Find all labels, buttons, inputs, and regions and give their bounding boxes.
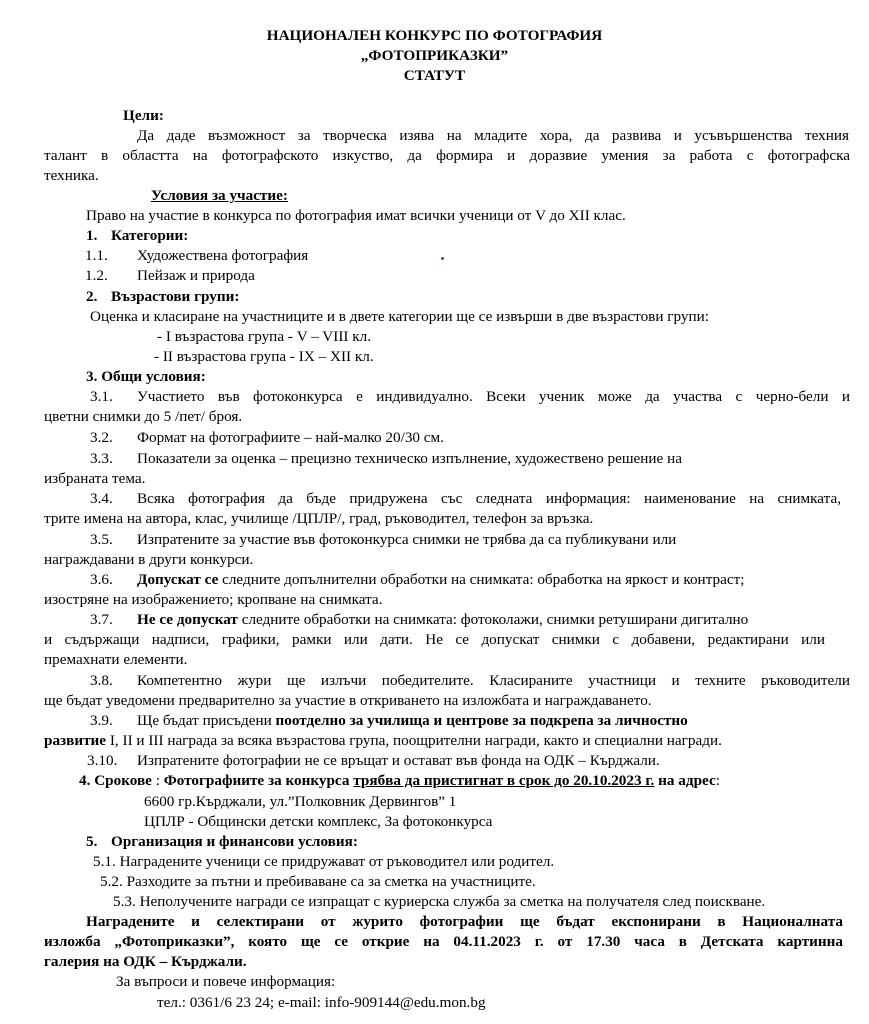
item-3-4-number: 3.4. [90,490,113,507]
section-1-title: Категории: [111,227,189,244]
contacts-line: тел.: 0361/6 23 24; e-mail: info-909144@edu.mon.bg [157,994,486,1011]
section-5-title: Организация и финансови условия: [111,833,358,850]
address-line-2: ЦПЛР - Общински детски комплекс, За фотоконкурса [144,813,493,830]
item-3-1-number: 3.1. [90,388,113,405]
item-3-3-number: 3.3. [90,450,113,467]
item-1-2-text: Пейзаж и природа [137,267,255,284]
item-5-2: 5.2. Разходите за пътни и пребиваване са за сметка на участниците. [100,873,536,890]
item-3-9-line-1 [137,711,688,731]
section-5-number: 5. [86,833,98,850]
item-3-6-number: 3.6. [90,571,113,588]
item-3-7-line-1 [137,610,850,630]
item-5-3: 5.3. Неполучените награди се изпращат с куриерска служба за сметка на получателя след поискване. [113,893,766,910]
item-1-1-text: Художествена фотография [137,247,309,264]
item-3-2-text: Формат на фотографиите – най-малко 20/30 см. [137,429,444,446]
item-3-9-number: 3.9. [90,712,113,729]
awards-scope: поотделно за училища и центрове за подкрепа за личностно [275,712,688,729]
item-3-6-line-2: изостряне на изображението; кропване на снимката. [44,591,383,608]
item-3-5-line-2: награждавани в други конкурси. [44,551,254,568]
red-speck [441,257,444,260]
item-3-1-line-2: цветни снимки до 5 /пет/ броя. [44,408,243,425]
exhibition-line-3: галерия на ОДК – Кърджали. [44,953,247,970]
awards-intro: Ще бъдат присъдени [137,712,276,729]
section-4-deadline [79,771,720,791]
age-group-1: - І възрастова група - V – VIII кл. [157,328,372,345]
conditions-text: Право на участие в конкурса по фотография имат всички ученици от V до XII клас. [86,207,626,224]
section-3-title: 3. Общи условия: [86,368,206,385]
item-3-5-number: 3.5. [90,531,113,548]
item-3-5-line-1: Изпратените за участие във фотоконкурса снимки не трябва да са публикувани или [137,531,677,548]
contacts-label: За въпроси и повече информация: [116,973,336,990]
item-5-1: 5.1. Наградените ученици се придружават от ръководител или родител. [93,853,555,870]
awards-list: І, ІІ и ІІІ награда за всяка възрастова група, поощрителни награди, както и специални награди. [106,732,722,749]
goals-heading: Цели: [123,107,164,124]
item-3-4-line-1: Всяка фотография да бъде придружена със следната информация: наименование на снимката, [137,490,841,507]
item-3-7-number: 3.7. [90,611,113,628]
item-3-10-text: Изпратените фотографии не се връщат и остават във фонда на ОДК – Кърджали. [137,752,660,769]
allowed-label: Допускат се [137,571,219,588]
item-3-1-line-1: Участието във фотоконкурса е индивидуално. Всеки ученик може да участва с черно-бели и [137,388,850,405]
item-3-9-line-2 [44,731,722,751]
item-3-10-number: 3.10. [87,752,118,769]
item-1-2-number: 1.2. [85,267,108,284]
item-3-3-line-2: избраната тема. [44,470,146,487]
item-3-6-line-1 [137,570,850,590]
item-3-2-number: 3.2. [90,429,113,446]
exhibition-line-2: изложба „Фотоприказки”, която ще се открие на 04.11.2023 г. от 17.30 часа в Детската картинна [44,933,843,950]
item-3-7-line-2: и съдържащи надписи, графики, рамки или дати. Не се допускат снимки с добавени, редактирани или [44,631,825,648]
goals-text-line-3: техника. [44,167,99,184]
contest-name: „ФОТОПРИКАЗКИ” [360,47,509,64]
item-1-1-number: 1.1. [85,247,108,264]
deadline-address-label: на адрес [654,772,716,789]
item-3-7-line-3: премахнати елементи. [44,651,188,668]
allowed-text: следните допълнителни обработки на снимката: обработка на яркост и контраст; [218,571,745,588]
goals-text-line-2: талант в областта на фотографското изкуство, да формира и доразвие умения за работа с фотографска [44,147,850,164]
awards-scope-end: развитие [44,732,107,749]
section-2-title: Възрастови групи: [111,288,240,305]
age-group-2: - ІІ възрастова група - IX – XII кл. [154,348,374,365]
conditions-heading: Условия за участие: [151,187,288,204]
item-3-8-number: 3.8. [90,672,113,689]
deadline-intro: Фотографиите за конкурса [163,772,354,789]
section-2-text: Оценка и класиране на участниците и в двете категории ще се извърши в две възрастови групи: [90,308,709,325]
exhibition-line-1: Наградените и селектирани от журито фотографии ще бъдат експонирани в Националната [86,913,843,930]
address-line-1: 6600 гр.Кърджали, ул.”Полковник Дервингов” 1 [144,793,457,810]
item-3-8-line-2: ще бъдат уведомени предварително за участие в откриването на изложбата и награждаването. [44,692,652,709]
item-3-3-line-1: Показатели за оценка – прецизно техническо изпълнение, художествено решение на [137,450,682,467]
item-3-8-line-1: Компетентно жури ще излъчи победителите. Класираните участници и техните ръководители [137,672,850,689]
statute-heading: СТАТУТ [403,67,466,84]
section-2-number: 2. [86,288,98,305]
deadline-colon: : [715,772,720,789]
section-4-title: 4. Срокове [79,772,152,789]
section-4-colon: : [151,772,164,789]
section-1-number: 1. [86,227,98,244]
deadline-date: трябва да пристигнат в срок до 20.10.2023 г. [353,772,655,789]
not-allowed-label: Не се допускат [137,611,238,628]
not-allowed-text: следните обработки на снимката: фотоколажи, снимки ретуширани дигитално [237,611,749,628]
document-title: НАЦИОНАЛЕН КОНКУРС ПО ФОТОГРАФИЯ [266,27,603,44]
item-3-4-line-2: трите имена на автора, клас, училище /ЦПЛР/, град, ръководител, телефон за връзка. [44,510,594,527]
goals-text-line-1: Да даде възможност за творческа изява на младите хора, да развива и усъвършенства техния [137,127,849,144]
